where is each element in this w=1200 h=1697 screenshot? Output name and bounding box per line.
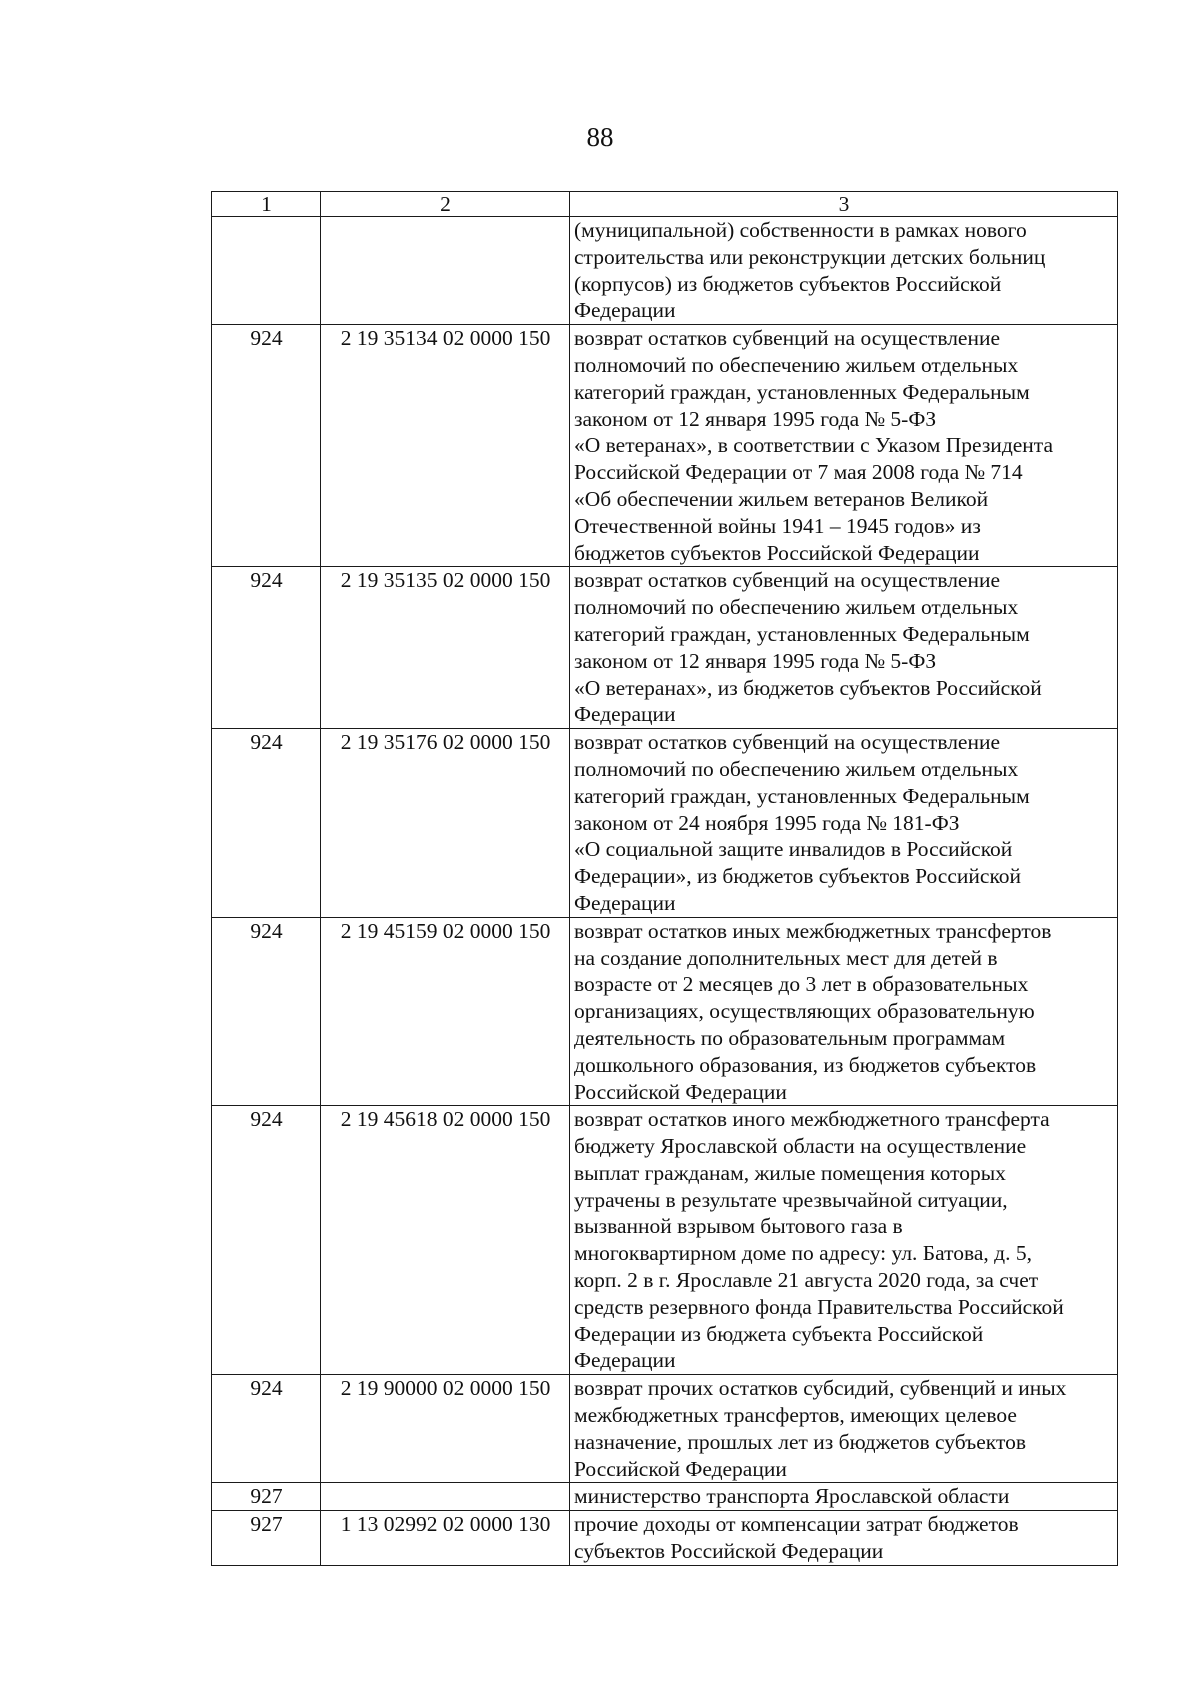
description-line: возврат остатков субвенций на осуществление	[574, 730, 1001, 755]
description-cell	[570, 917, 1118, 1106]
description-line: законом от 24 ноября 1995 года № 181-ФЗ	[574, 810, 960, 835]
description-line: деятельность по образовательным программам	[574, 1025, 1006, 1050]
header-cell-col3: 3	[570, 192, 1118, 217]
description-line: «О ветеранах», из бюджетов субъектов Российской	[574, 675, 1042, 700]
description-line: категорий граждан, установленных Федеральным	[574, 379, 1030, 404]
description-line: средств резервного фонда Правительства Российской	[574, 1294, 1064, 1319]
admin-code-cell: 927	[212, 1483, 321, 1511]
page-number: 88	[586, 122, 614, 152]
admin-code-cell: 924	[212, 325, 321, 567]
table-row	[212, 325, 1118, 567]
table-row	[212, 1106, 1118, 1375]
description-line: Федерации из бюджета субъекта Российской	[574, 1321, 984, 1346]
description-line: возврат остатков субвенций на осуществление	[574, 568, 1001, 593]
header-cell-col1: 1	[212, 192, 321, 217]
table-row	[212, 567, 1118, 729]
description-line: бюджетов субъектов Российской Федерации	[574, 540, 980, 565]
description-line: строительства или реконструкции детских больниц	[574, 244, 1046, 269]
income-code-cell: 2 19 45159 02 0000 150	[321, 917, 570, 1106]
description-line: (муниципальной) собственности в рамках нового	[574, 218, 1027, 242]
description-line: бюджету Ярославской области на осуществление	[574, 1134, 1027, 1159]
description-line: категорий граждан, установленных Федеральным	[574, 783, 1030, 808]
description-line: Федерации	[574, 702, 676, 727]
description-line: прочие доходы от компенсации затрат бюджетов	[574, 1512, 1019, 1537]
budget-codes-table	[211, 191, 1118, 1566]
description-line: назначение, прошлых лет из бюджетов субъектов	[574, 1429, 1026, 1454]
income-code-cell: 2 19 35134 02 0000 150	[321, 325, 570, 567]
income-code-cell: 1 13 02992 02 0000 130	[321, 1511, 570, 1566]
description-line: возврат остатков иного межбюджетного трансферта	[574, 1107, 1050, 1132]
table-row	[212, 917, 1118, 1106]
description-cell	[570, 567, 1118, 729]
description-line: выплат гражданам, жилые помещения которых	[574, 1160, 1006, 1185]
admin-code-cell: 924	[212, 1375, 321, 1483]
description-line: Федерации	[574, 298, 676, 323]
description-line: Федерации», из бюджетов субъектов Российской	[574, 864, 1022, 889]
description-line: полномочий по обеспечению жильем отдельных	[574, 595, 1019, 620]
description-line: полномочий по обеспечению жильем отдельных	[574, 352, 1019, 377]
description-cell	[570, 729, 1118, 918]
income-code-cell: 2 19 90000 02 0000 150	[321, 1375, 570, 1483]
income-code-cell: 2 19 35135 02 0000 150	[321, 567, 570, 729]
description-line: субъектов Российской Федерации	[574, 1539, 884, 1564]
description-line: Российской Федерации	[574, 1456, 787, 1481]
table-body	[212, 192, 1118, 1566]
description-line: возврат остатков иных межбюджетных трансфертов	[574, 918, 1052, 943]
description-line: Федерации	[574, 890, 676, 915]
description-line: Отечественной войны 1941 – 1945 годов» из	[574, 513, 981, 538]
admin-code-cell: 927	[212, 1511, 321, 1566]
description-cell	[570, 217, 1118, 325]
description-line: на создание дополнительных мест для детей в	[574, 945, 998, 970]
admin-code-cell: 924	[212, 917, 321, 1106]
admin-code-cell: 924	[212, 1106, 321, 1375]
description-line: законом от 12 января 1995 года № 5-ФЗ	[574, 648, 937, 673]
admin-code-cell	[212, 217, 321, 325]
description-line: корп. 2 в г. Ярославле 21 августа 2020 года, за счет	[574, 1268, 1039, 1293]
description-line: утрачены в результате чрезвычайной ситуации,	[574, 1187, 1008, 1212]
description-cell	[570, 1483, 1118, 1511]
description-line: «О ветеранах», в соответствии с Указом Президента	[574, 433, 1054, 458]
description-line: возрасте от 2 месяцев до 3 лет в образовательных	[574, 972, 1029, 997]
description-cell	[570, 1106, 1118, 1375]
description-line: Российской Федерации	[574, 1079, 787, 1104]
table-row	[212, 1511, 1118, 1566]
table-header-row	[212, 192, 1118, 217]
income-code-cell: 2 19 45618 02 0000 150	[321, 1106, 570, 1375]
description-line: «Об обеспечении жильем ветеранов Великой	[574, 486, 989, 511]
description-line: возврат прочих остатков субсидий, субвенций и иных	[574, 1376, 1067, 1401]
description-line: многоквартирном доме по адресу: ул. Батова, д. 5,	[574, 1241, 1032, 1266]
description-line: возврат остатков субвенций на осуществление	[574, 326, 1001, 351]
description-line: Российской Федерации от 7 мая 2008 года № 714	[574, 460, 1023, 485]
description-line: организациях, осуществляющих образовательную	[574, 999, 1035, 1024]
income-code-cell	[321, 217, 570, 325]
description-cell	[570, 1511, 1118, 1566]
admin-code-cell: 924	[212, 567, 321, 729]
description-cell	[570, 325, 1118, 567]
header-cell-col2: 2	[321, 192, 570, 217]
table-row	[212, 1483, 1118, 1511]
description-line: дошкольного образования, из бюджетов субъектов	[574, 1052, 1037, 1077]
description-line: вызванной взрывом бытового газа в	[574, 1214, 903, 1239]
description-cell	[570, 1375, 1118, 1483]
admin-code-cell: 924	[212, 729, 321, 918]
description-line: Федерации	[574, 1348, 676, 1373]
income-code-cell	[321, 1483, 570, 1511]
description-line: межбюджетных трансфертов, имеющих целевое	[574, 1403, 1017, 1428]
description-line: министерство транспорта Ярославской области	[574, 1484, 1010, 1509]
description-line: (корпусов) из бюджетов субъектов Российской	[574, 271, 1002, 296]
table-row	[212, 729, 1118, 918]
income-code-cell: 2 19 35176 02 0000 150	[321, 729, 570, 918]
description-line: категорий граждан, установленных Федеральным	[574, 621, 1030, 646]
table-row	[212, 1375, 1118, 1483]
description-line: «О социальной защите инвалидов в Российской	[574, 837, 1013, 862]
table-row	[212, 217, 1118, 325]
description-line: полномочий по обеспечению жильем отдельных	[574, 756, 1019, 781]
description-line: законом от 12 января 1995 года № 5-ФЗ	[574, 406, 937, 431]
